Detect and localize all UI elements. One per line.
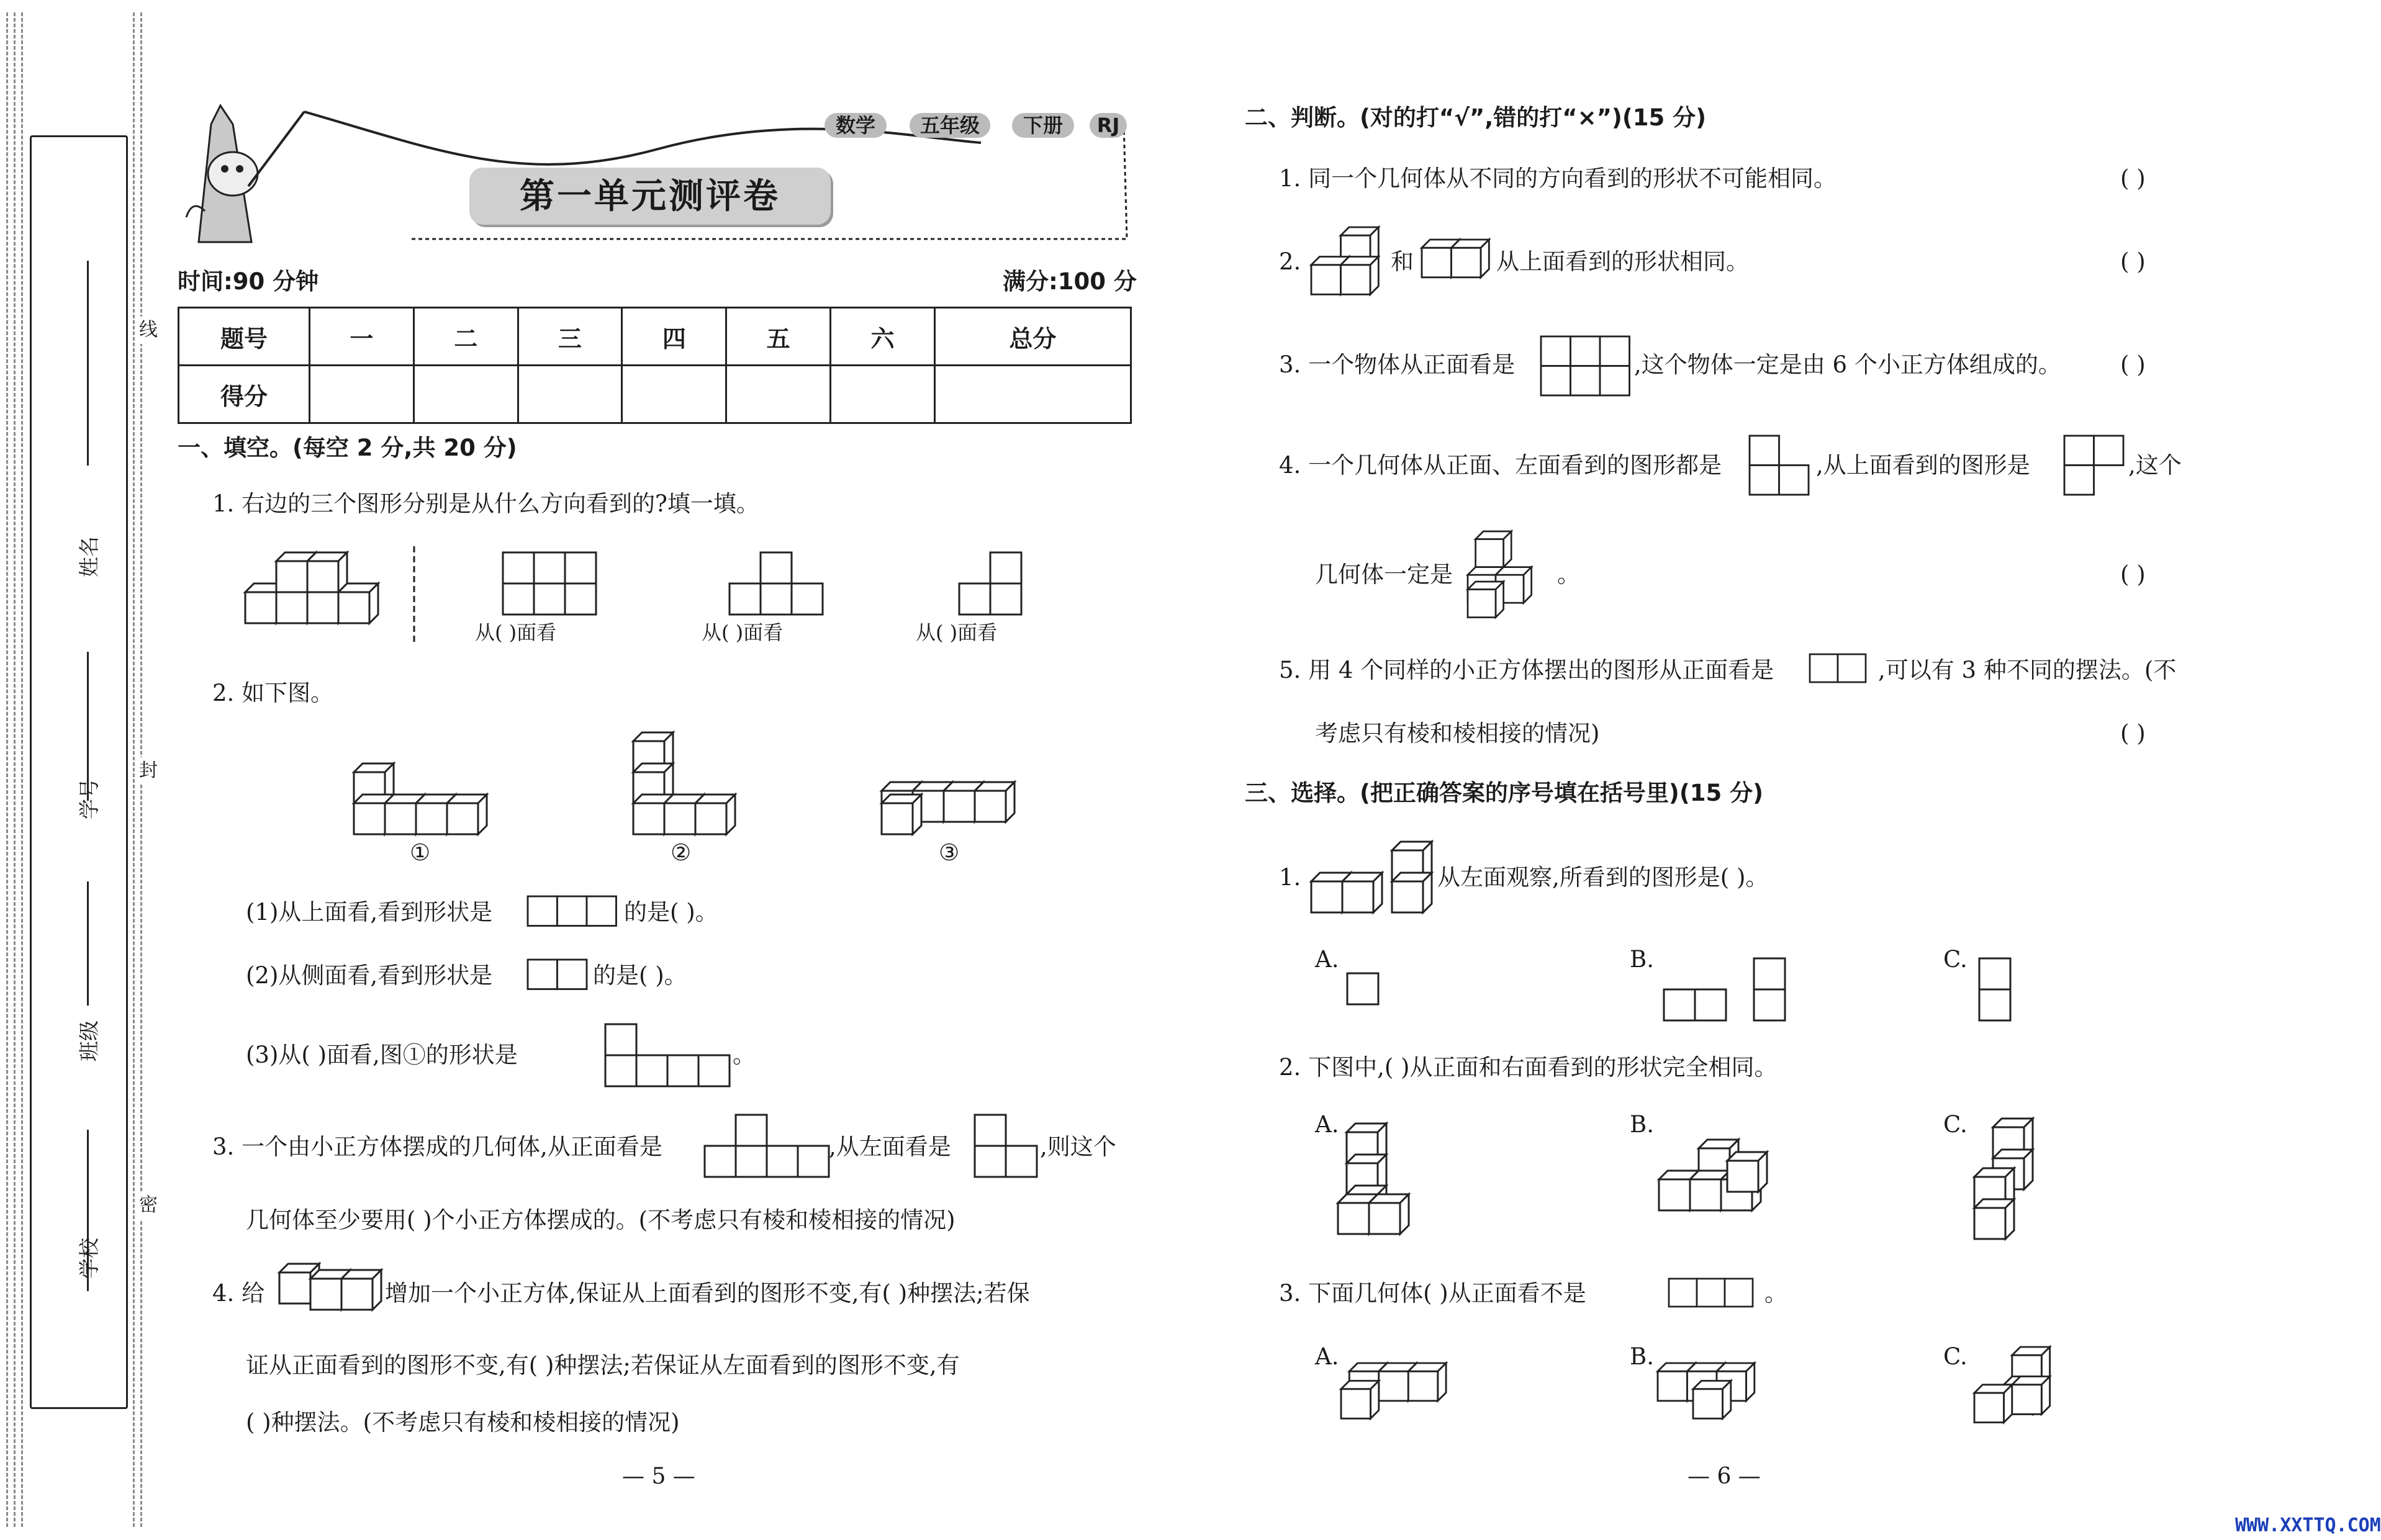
q4-text-c: 证从正面看到的图形不变,有( )种摆法;若保证从左面看到的图形不变,有 (246, 1352, 960, 1379)
choice-3-opt-a[interactable]: A. (1315, 1343, 1339, 1370)
score-cell[interactable] (310, 366, 414, 423)
judge-4-front-shape (1750, 436, 1812, 498)
cut-mark: 封 (139, 757, 158, 785)
choice-1-figure (1311, 842, 1435, 916)
binding-line (133, 12, 135, 1527)
cut-mark: 密 (139, 1192, 158, 1219)
choice-2-fig-a (1338, 1123, 1419, 1248)
edition-badge: RJ (1090, 113, 1127, 138)
q2-1-shape (528, 896, 621, 927)
q2-figures (354, 732, 1037, 838)
q2-label-1: ① (410, 839, 431, 866)
q3-text-a: 3. 一个由小正方体摆成的几何体,从正面看是 (212, 1133, 662, 1160)
judge-4-blank[interactable]: ( ) (2120, 561, 2146, 588)
section1-title: 一、填空。(每空 2 分,共 20 分) (178, 435, 517, 461)
judge-5-shape (1810, 654, 1872, 685)
score-cell[interactable] (831, 366, 935, 423)
judge-4-text-b: ,从上面看到的图形是 (1816, 452, 2030, 479)
grade-badge: 五年级 (910, 113, 990, 138)
binding-line (6, 12, 8, 1527)
score-cell[interactable] (622, 366, 726, 423)
score-header: 三 (518, 308, 622, 366)
choice-1-text: 从左面观察,所看到的图形是( )。 (1437, 864, 1769, 891)
judge-4-text-e: 。 (1557, 561, 1580, 588)
exam-time: 时间:90 分钟 (178, 268, 319, 295)
binding-line (14, 12, 16, 1527)
judge-2-and: 和 (1391, 248, 1414, 275)
score-cell[interactable] (518, 366, 622, 423)
binding-line (21, 12, 23, 1527)
choice-2-text: 2. 下图中,( )从正面和右面看到的形状完全相同。 (1279, 1054, 1778, 1081)
q2-2-text: (2)从侧面看,看到形状是 (246, 962, 493, 989)
score-header: 六 (831, 308, 935, 366)
judge-3-text-b: ,这个物体一定是由 6 个小正方体组成的。 (1634, 351, 2061, 378)
student-id-label: 学号 (77, 778, 101, 819)
judge-1: 1. 同一个几何体从不同的方向看到的形状不可能相同。 (1279, 165, 1837, 192)
q2-3-shape (605, 1024, 730, 1086)
volume-badge: 下册 (1012, 113, 1074, 138)
q3-text-c: ,则这个 (1040, 1133, 1116, 1160)
judge-5-blank[interactable]: ( ) (2120, 720, 2146, 747)
choice-2-fig-c (1974, 1119, 2049, 1249)
q2-2-tail: 的是( )。 (593, 962, 687, 989)
watermark: WWW.XXTTQ.COM (2235, 1515, 2381, 1536)
score-header: 二 (413, 308, 518, 366)
judge-4-top-shape (2064, 436, 2126, 498)
q1-text: 1. 右边的三个图形分别是从什么方向看到的?填一填。 (212, 490, 759, 517)
q2-1-text: (1)从上面看,看到形状是 (246, 899, 493, 925)
judge-2-blank[interactable]: ( ) (2120, 248, 2146, 275)
choice-3-fig-a (1341, 1363, 1465, 1425)
score-row-label: 得分 (179, 366, 310, 423)
choice-3-shape (1669, 1279, 1762, 1310)
q4-text-b: 增加一个小正方体,保证从上面看到的图形不变,有( )种摆法;若保 (385, 1280, 1030, 1307)
choice-3-fig-c (1974, 1347, 2061, 1434)
school-label: 学校 (77, 1238, 101, 1279)
page-number-left: — 5 — (622, 1464, 695, 1489)
score-table (178, 307, 1132, 424)
judge-4-text-c: ,这个 (2128, 452, 2182, 479)
q2-text: 2. 如下图。 (212, 680, 334, 706)
judge-2-fig-a (1311, 227, 1386, 295)
judge-3-blank[interactable]: ( ) (2120, 351, 2146, 378)
page-number-right: — 6 — (1687, 1464, 1761, 1489)
q3-text-d: 几何体至少要用( )个小正方体摆成的。(不考虑只有棱和棱相接的情况) (246, 1207, 956, 1233)
score-header: 总分 (934, 308, 1131, 366)
cut-mark: 线 (139, 317, 158, 344)
q2-3-tail: 。 (733, 1042, 756, 1068)
choice-1-opt-a[interactable]: A. (1315, 946, 1339, 973)
q3-left-shape (975, 1115, 1037, 1177)
choice-2-opt-a[interactable]: A. (1315, 1111, 1339, 1138)
class-line[interactable] (87, 881, 89, 1006)
choice-1-num: 1. (1279, 864, 1301, 891)
subject-badge: 数学 (825, 113, 887, 138)
judge-4-figure (1468, 531, 1555, 618)
score-cell[interactable] (413, 366, 518, 423)
name-line[interactable] (87, 261, 89, 466)
q3-text-b: ,从左面看是 (829, 1133, 951, 1160)
student-info-box (30, 135, 128, 1409)
score-cell[interactable] (934, 366, 1131, 423)
q2-1-tail: 的是( )。 (624, 899, 718, 925)
judge-4-text-d: 几何体一定是 (1315, 561, 1453, 588)
choice-3-opt-c[interactable]: C. (1943, 1343, 1968, 1370)
choice-1-shape-c (1979, 958, 2017, 1027)
q1-caption-2: 从( )面看 (702, 621, 784, 644)
judge-5-text-b: ,可以有 3 种不同的摆法。(不 (1878, 657, 2177, 683)
section2-title: 二、判断。(对的打“√”,错的打“×”)(15 分) (1245, 104, 1707, 131)
q1-caption-1: 从( )面看 (475, 621, 557, 644)
q4-figure (279, 1264, 385, 1313)
q2-2-shape (528, 960, 590, 991)
q3-front-shape (705, 1115, 829, 1177)
q2-label-2: ② (671, 839, 692, 866)
choice-2-opt-b[interactable]: B. (1630, 1111, 1654, 1138)
judge-2-fig-b (1422, 240, 1496, 289)
choice-3-opt-b[interactable]: B. (1630, 1343, 1654, 1370)
score-header: 五 (726, 308, 831, 366)
q2-3-text: (3)从( )面看,图①的形状是 (246, 1042, 518, 1068)
judge-2-text: 从上面看到的形状相同。 (1496, 248, 1749, 275)
q1-caption-3: 从( )面看 (916, 621, 998, 644)
score-header: 题号 (179, 308, 310, 366)
choice-3-tail: 。 (1764, 1280, 1787, 1307)
choice-1-shape-b (1664, 958, 1794, 1027)
choice-3-fig-b (1658, 1363, 1782, 1425)
judge-3-text-a: 3. 一个物体从正面看是 (1279, 351, 1516, 378)
choice-1-opt-c[interactable]: C. (1943, 946, 1968, 973)
q4-text-a: 4. 给 (212, 1280, 265, 1307)
judge-4-text-a: 4. 一个几何体从正面、左面看到的图形都是 (1279, 452, 1722, 479)
q4-text-d: ( )种摆法。(不考虑只有棱和棱相接的情况) (246, 1409, 680, 1436)
section3-title: 三、选择。(把正确答案的序号填在括号里)(15 分) (1245, 780, 1764, 806)
class-label: 班级 (77, 1020, 101, 1061)
mascot-icon (186, 106, 304, 242)
judge-3-shape (1541, 336, 1634, 399)
score-header: 四 (622, 308, 726, 366)
choice-1-opt-b[interactable]: B. (1630, 946, 1654, 973)
choice-2-fig-b (1659, 1140, 1783, 1220)
name-label: 姓名 (77, 536, 101, 577)
q2-label-3: ③ (939, 839, 960, 866)
full-score: 满分:100 分 (1003, 268, 1137, 295)
choice-1-shape-a (1347, 973, 1385, 1011)
judge-5-text-c: 考虑只有棱和棱相接的情况) (1315, 720, 1600, 747)
judge-5-text-a: 5. 用 4 个同样的小正方体摆出的图形从正面看是 (1279, 657, 1774, 683)
judge-1-blank[interactable]: ( ) (2120, 165, 2146, 192)
choice-2-opt-c[interactable]: C. (1943, 1111, 1968, 1138)
page-title: 第一单元测评卷 (469, 168, 831, 225)
judge-2-num: 2. (1279, 248, 1301, 275)
choice-3-text: 3. 下面几何体( )从正面看不是 (1279, 1280, 1586, 1307)
score-cell[interactable] (726, 366, 831, 423)
score-header: 一 (310, 308, 414, 366)
